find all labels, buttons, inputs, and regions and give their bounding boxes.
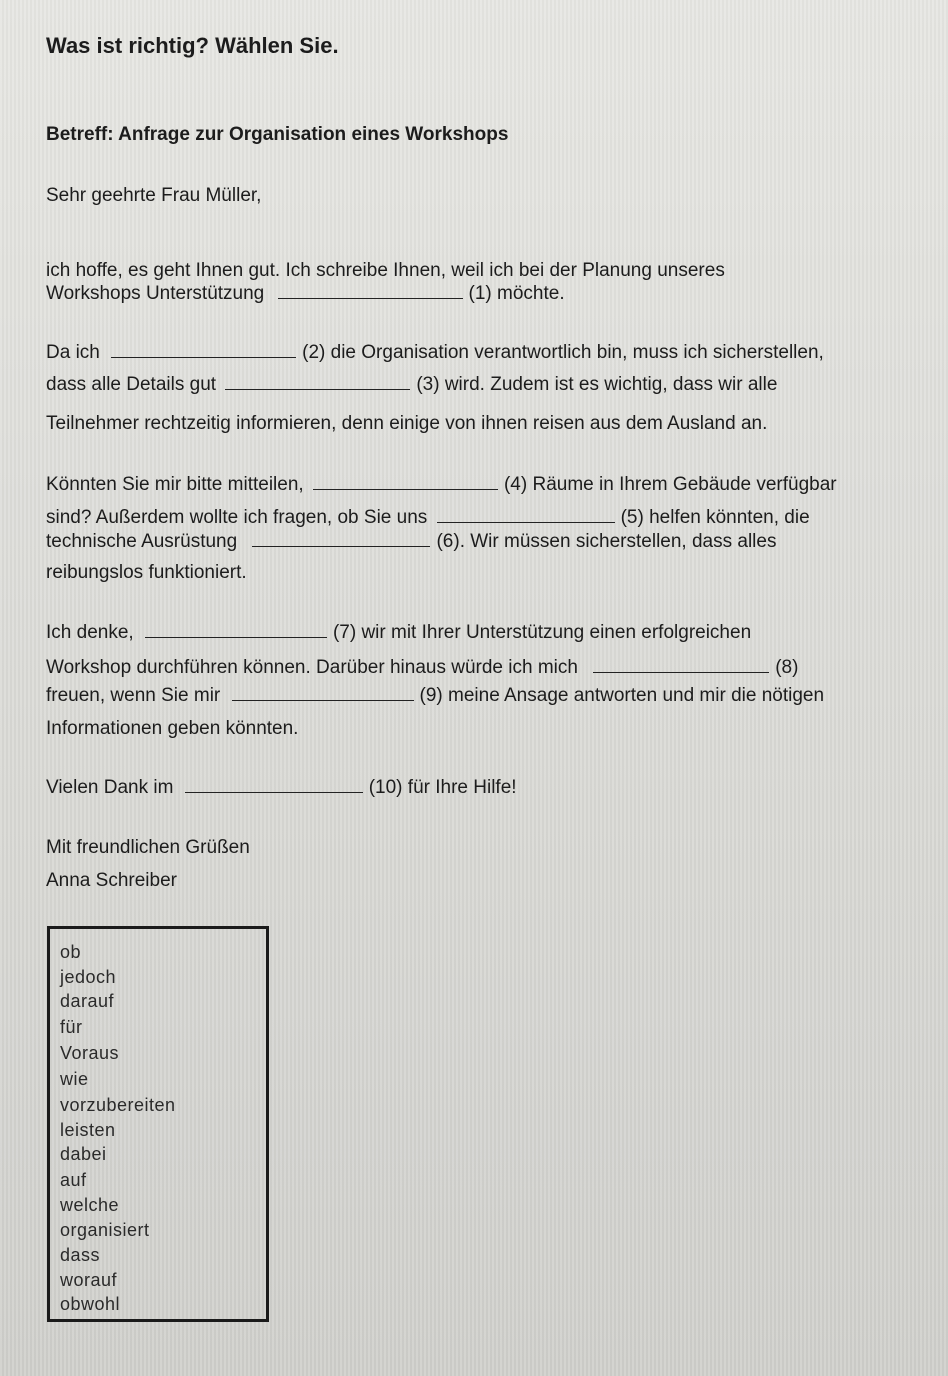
p2-line-2-text-b: (3) wird. Zudem ist es wichtig, dass wir alle	[416, 374, 778, 395]
p4-line-1-text-b: (7) wir mit Ihrer Unterstützung einen erfolgreichen	[332, 622, 752, 643]
p2-line-2-text-a: dass alle Details gut	[46, 374, 217, 395]
word-bank-item[interactable]: organisiert	[60, 1220, 150, 1240]
word-bank-item[interactable]: dabei	[60, 1144, 107, 1164]
p3-line-3-text-b: (6). Wir müssen sicherstellen, dass alles	[436, 531, 777, 552]
p4-line-4: Informationen geben könnten.	[46, 718, 299, 739]
p4-line-2-text-a: Workshop durchführen können. Darüber hinaus würde ich mich	[46, 657, 578, 678]
p2-line-1-text-a: Da ich	[46, 342, 100, 363]
gap-5-blank[interactable]	[437, 506, 615, 523]
gap-7-blank[interactable]	[145, 621, 327, 638]
p3-line-1-text-b: (4) Räume in Ihrem Gebäude verfügbar	[503, 474, 837, 495]
letter-subject: Betreff: Anfrage zur Organisation eines Workshops	[46, 124, 509, 145]
word-bank-item[interactable]: auf	[60, 1170, 87, 1190]
gap-4-blank[interactable]	[313, 473, 498, 490]
letter-greeting: Sehr geehrte Frau Müller,	[46, 185, 262, 206]
p1-line-2	[46, 282, 565, 306]
word-bank-item[interactable]: vorzubereiten	[60, 1095, 176, 1115]
word-bank-item[interactable]: ob	[60, 942, 82, 962]
p4-line-3-text-a: freuen, wenn Sie mir	[46, 685, 221, 706]
p2-line-2	[46, 373, 777, 397]
gap-6-blank[interactable]	[252, 530, 430, 547]
p3-line-3	[46, 530, 776, 554]
p3-line-2	[46, 506, 810, 530]
gap-1-blank[interactable]	[278, 282, 463, 299]
p4-line-2	[46, 656, 798, 680]
p2-line-3: Teilnehmer rechtzeitig informieren, denn einige von ihnen reisen aus dem Ausland an.	[46, 413, 768, 434]
word-bank-item[interactable]: leisten	[60, 1120, 116, 1140]
letter-closing: Mit freundlichen Grüßen	[46, 837, 250, 858]
word-bank-item[interactable]: Voraus	[60, 1043, 120, 1063]
p3-line-3-text-a: technische Ausrüstung	[46, 531, 238, 552]
word-bank-item[interactable]: darauf	[60, 991, 115, 1011]
p4-line-3-text-b: (9) meine Ansage antworten und mir die nötigen	[419, 685, 825, 706]
word-bank-item[interactable]: worauf	[60, 1270, 118, 1290]
p2-line-1-text-b: (2) die Organisation verantwortlich bin, muss ich sicherstellen,	[302, 342, 824, 363]
word-bank-item[interactable]: dass	[60, 1245, 101, 1265]
word-bank-item[interactable]: jedoch	[60, 967, 117, 987]
p1-line-2-text-a: Workshops Unterstützung	[46, 283, 265, 304]
p4-line-1-text-a: Ich denke,	[46, 622, 134, 643]
gap-3-blank[interactable]	[225, 373, 410, 390]
instruction-heading: Was ist richtig? Wählen Sie.	[46, 33, 339, 58]
word-bank-item[interactable]: wie	[60, 1069, 89, 1089]
p2-line-1	[46, 341, 824, 365]
gap-8-blank[interactable]	[593, 656, 769, 673]
p5-line-1	[46, 776, 517, 800]
p4-line-2-text-b: (8)	[775, 657, 799, 678]
p3-line-4: reibungslos funktioniert.	[46, 562, 247, 583]
p1-line-2-text-b: (1) möchte.	[468, 283, 565, 304]
p4-line-3	[46, 684, 824, 708]
word-bank-box	[47, 926, 269, 1322]
word-bank-item[interactable]: obwohl	[60, 1294, 121, 1314]
word-bank-item[interactable]: welche	[60, 1195, 120, 1215]
p5-line-1-text-a: Vielen Dank im	[46, 777, 174, 798]
p3-line-2-text-a: sind? Außerdem wollte ich fragen, ob Sie uns	[46, 507, 428, 528]
gap-2-blank[interactable]	[111, 341, 296, 358]
p5-line-1-text-b: (10) für Ihre Hilfe!	[368, 777, 517, 798]
gap-10-blank[interactable]	[185, 776, 363, 793]
p3-line-1-text-a: Könnten Sie mir bitte mitteilen,	[46, 474, 304, 495]
p3-line-2-text-b: (5) helfen könnten, die	[620, 507, 810, 528]
p3-line-1	[46, 473, 837, 497]
letter-signature: Anna Schreiber	[46, 870, 177, 891]
word-bank-item[interactable]: für	[60, 1017, 83, 1037]
p4-line-1	[46, 621, 751, 645]
p1-line-1: ich hoffe, es geht Ihnen gut. Ich schreibe Ihnen, weil ich bei der Planung unseres	[46, 260, 725, 281]
gap-9-blank[interactable]	[232, 684, 414, 701]
